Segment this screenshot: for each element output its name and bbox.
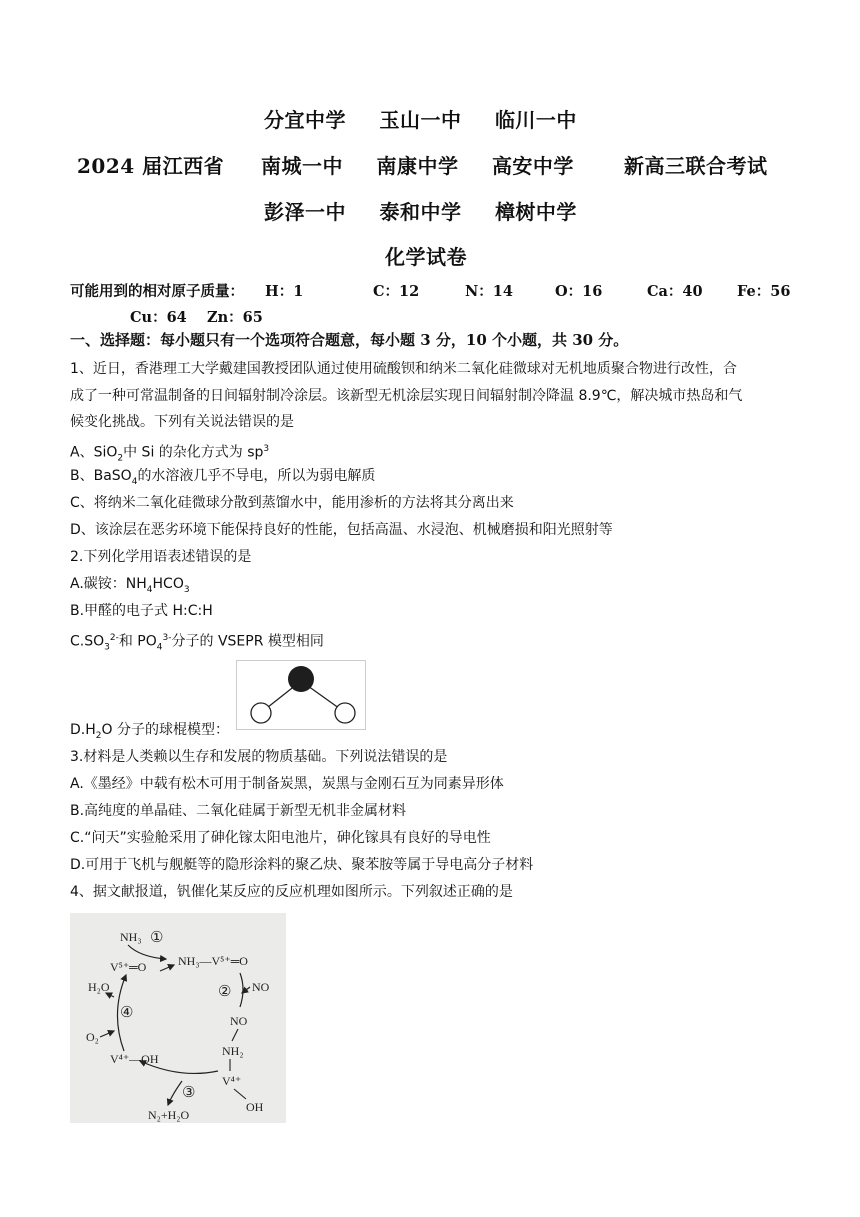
school-row-3	[264, 196, 577, 225]
oxygen-atom	[288, 666, 314, 692]
q4-stem: 4、据文献报道，钒催化某反应的反应机理如图所示。下列叙述正确的是	[70, 884, 513, 900]
q2-stem: 2.下列化学用语表述错误的是	[70, 549, 252, 565]
q1-option-a: A、SiO$_2$中 Si 的杂化方式为 $sp^3$	[70, 444, 270, 464]
label-int-oh: OH	[246, 1100, 264, 1114]
section-heading: 一、选择题：每小题只有一个选项符合题意，每小题 3 分，10 个小题，共 30 分。	[70, 331, 629, 349]
q3-stem: 3.材料是人类赖以生存和发展的物质基础。下列说法错误的是	[70, 749, 448, 765]
atomic-mass-ca: Ca：40	[647, 283, 703, 300]
water-ball-stick-model	[236, 660, 366, 730]
q3-option-d: D.可用于飞机与舰艇等的隐形涂料的聚乙炔、聚苯胺等属于导电高分子材料	[70, 857, 534, 873]
step-2-label: ②	[218, 984, 232, 1000]
school-row-2	[261, 150, 574, 179]
q3-option-c: C.“问天”实验舱采用了砷化镓太阳电池片，砷化镓具有良好的导电性	[70, 830, 491, 846]
step-1-label: ①	[150, 930, 164, 946]
label-h2o-product: H₂O	[88, 980, 110, 994]
school-name: 南康中学	[376, 154, 459, 178]
q2-option-a: A.碳铵：$NH_4HCO_3$	[70, 576, 190, 595]
atomic-mass-n: N：14	[465, 283, 513, 300]
step-3-label: ③	[182, 1085, 196, 1101]
school-name: 彭泽一中	[264, 200, 346, 224]
atomic-mass-h: H：1	[265, 283, 304, 300]
atomic-mass-fe: Fe：56	[737, 283, 791, 300]
hydrogen-atom	[335, 703, 355, 723]
q2-option-b: B.甲醛的电子式 H:C:H	[70, 603, 213, 619]
water-molecule-svg	[237, 661, 365, 729]
mechanism-svg	[70, 913, 286, 1123]
school-name: 樟树中学	[494, 200, 577, 224]
q1-option-c: C、将纳米二氧化硅微球分散到蒸馏水中，能用渗析的方法将其分离出来	[70, 495, 514, 511]
q2-option-c: $C.SO_3^{2-}$和 $PO_4^{3-}$分子的 VSEPR 模型相同	[70, 633, 324, 653]
atomic-mass-cu: Cu：64	[130, 309, 187, 326]
q1-option-b: B、BaSO$_4$的水溶液几乎不导电，所以为弱电解质	[70, 468, 376, 487]
label-nh3-v5o: NH₃—V⁵⁺═O	[178, 954, 248, 968]
label-int-no: NO	[230, 1014, 248, 1028]
school-name: 临川一中	[494, 108, 577, 132]
q1-stem-line2: 成了一种可常温制备的日间辐射制冷涂层。该新型无机涂层实现日间辐射制冷降温 8.9℃，解决城市热岛和气	[70, 388, 743, 404]
label-n2-h2o: N₂+H₂O	[148, 1108, 190, 1122]
q1-option-d: D、该涂层在恶劣环境下能保持良好的性能，包括高温、水浸泡、机械磨损和阳光照射等	[70, 522, 613, 538]
reaction-mechanism-diagram	[70, 913, 286, 1123]
label-nh3: NH₃	[120, 930, 142, 944]
school-row-1	[264, 104, 577, 133]
step-4-label: ④	[120, 1005, 134, 1021]
atomic-mass-c: C：12	[373, 283, 420, 300]
school-name: 高安中学	[491, 154, 574, 178]
q3-option-b: B.高纯度的单晶硅、二氧化硅属于新型无机非金属材料	[70, 803, 407, 819]
exam-title-right: 新高三联合考试	[624, 154, 768, 178]
q1-stem-line3: 候变化挑战。下列有关说法错误的是	[70, 414, 294, 430]
label-no-reactant: NO	[252, 980, 270, 994]
hydrogen-atom	[251, 703, 271, 723]
q3-option-a: A.《墨经》中载有松木可用于制备炭黑，炭黑与金刚石互为同素异形体	[70, 776, 504, 792]
label-int-v4: V⁴⁺	[222, 1074, 242, 1088]
q2-option-d: $D.H_2O$ 分子的球棍模型：	[70, 722, 229, 741]
label-int-nh2: NH₂	[222, 1044, 244, 1058]
label-v5o: V⁵⁺═O	[110, 960, 147, 974]
school-name: 玉山一中	[379, 108, 462, 132]
school-name: 分宜中学	[264, 108, 346, 132]
atomic-mass-o: O：16	[555, 283, 603, 300]
q1-stem-line1: 1、近日，香港理工大学戴建国教授团队通过使用硫酸钡和纳米二氧化硅微球对无机地质聚合物进行改性，合	[70, 361, 737, 377]
label-v4oh: V⁴⁺—OH	[110, 1052, 159, 1066]
school-name: 南城一中	[261, 154, 343, 178]
subject-title: 化学试卷	[385, 245, 467, 269]
exam-title-left: 2024 届江西省	[77, 154, 225, 178]
atomic-mass-label: 可能用到的相对原子质量：	[70, 283, 244, 300]
atomic-mass-zn: Zn：65	[207, 309, 263, 326]
school-name: 泰和中学	[379, 200, 462, 224]
label-o2-reactant: O₂	[86, 1030, 99, 1044]
